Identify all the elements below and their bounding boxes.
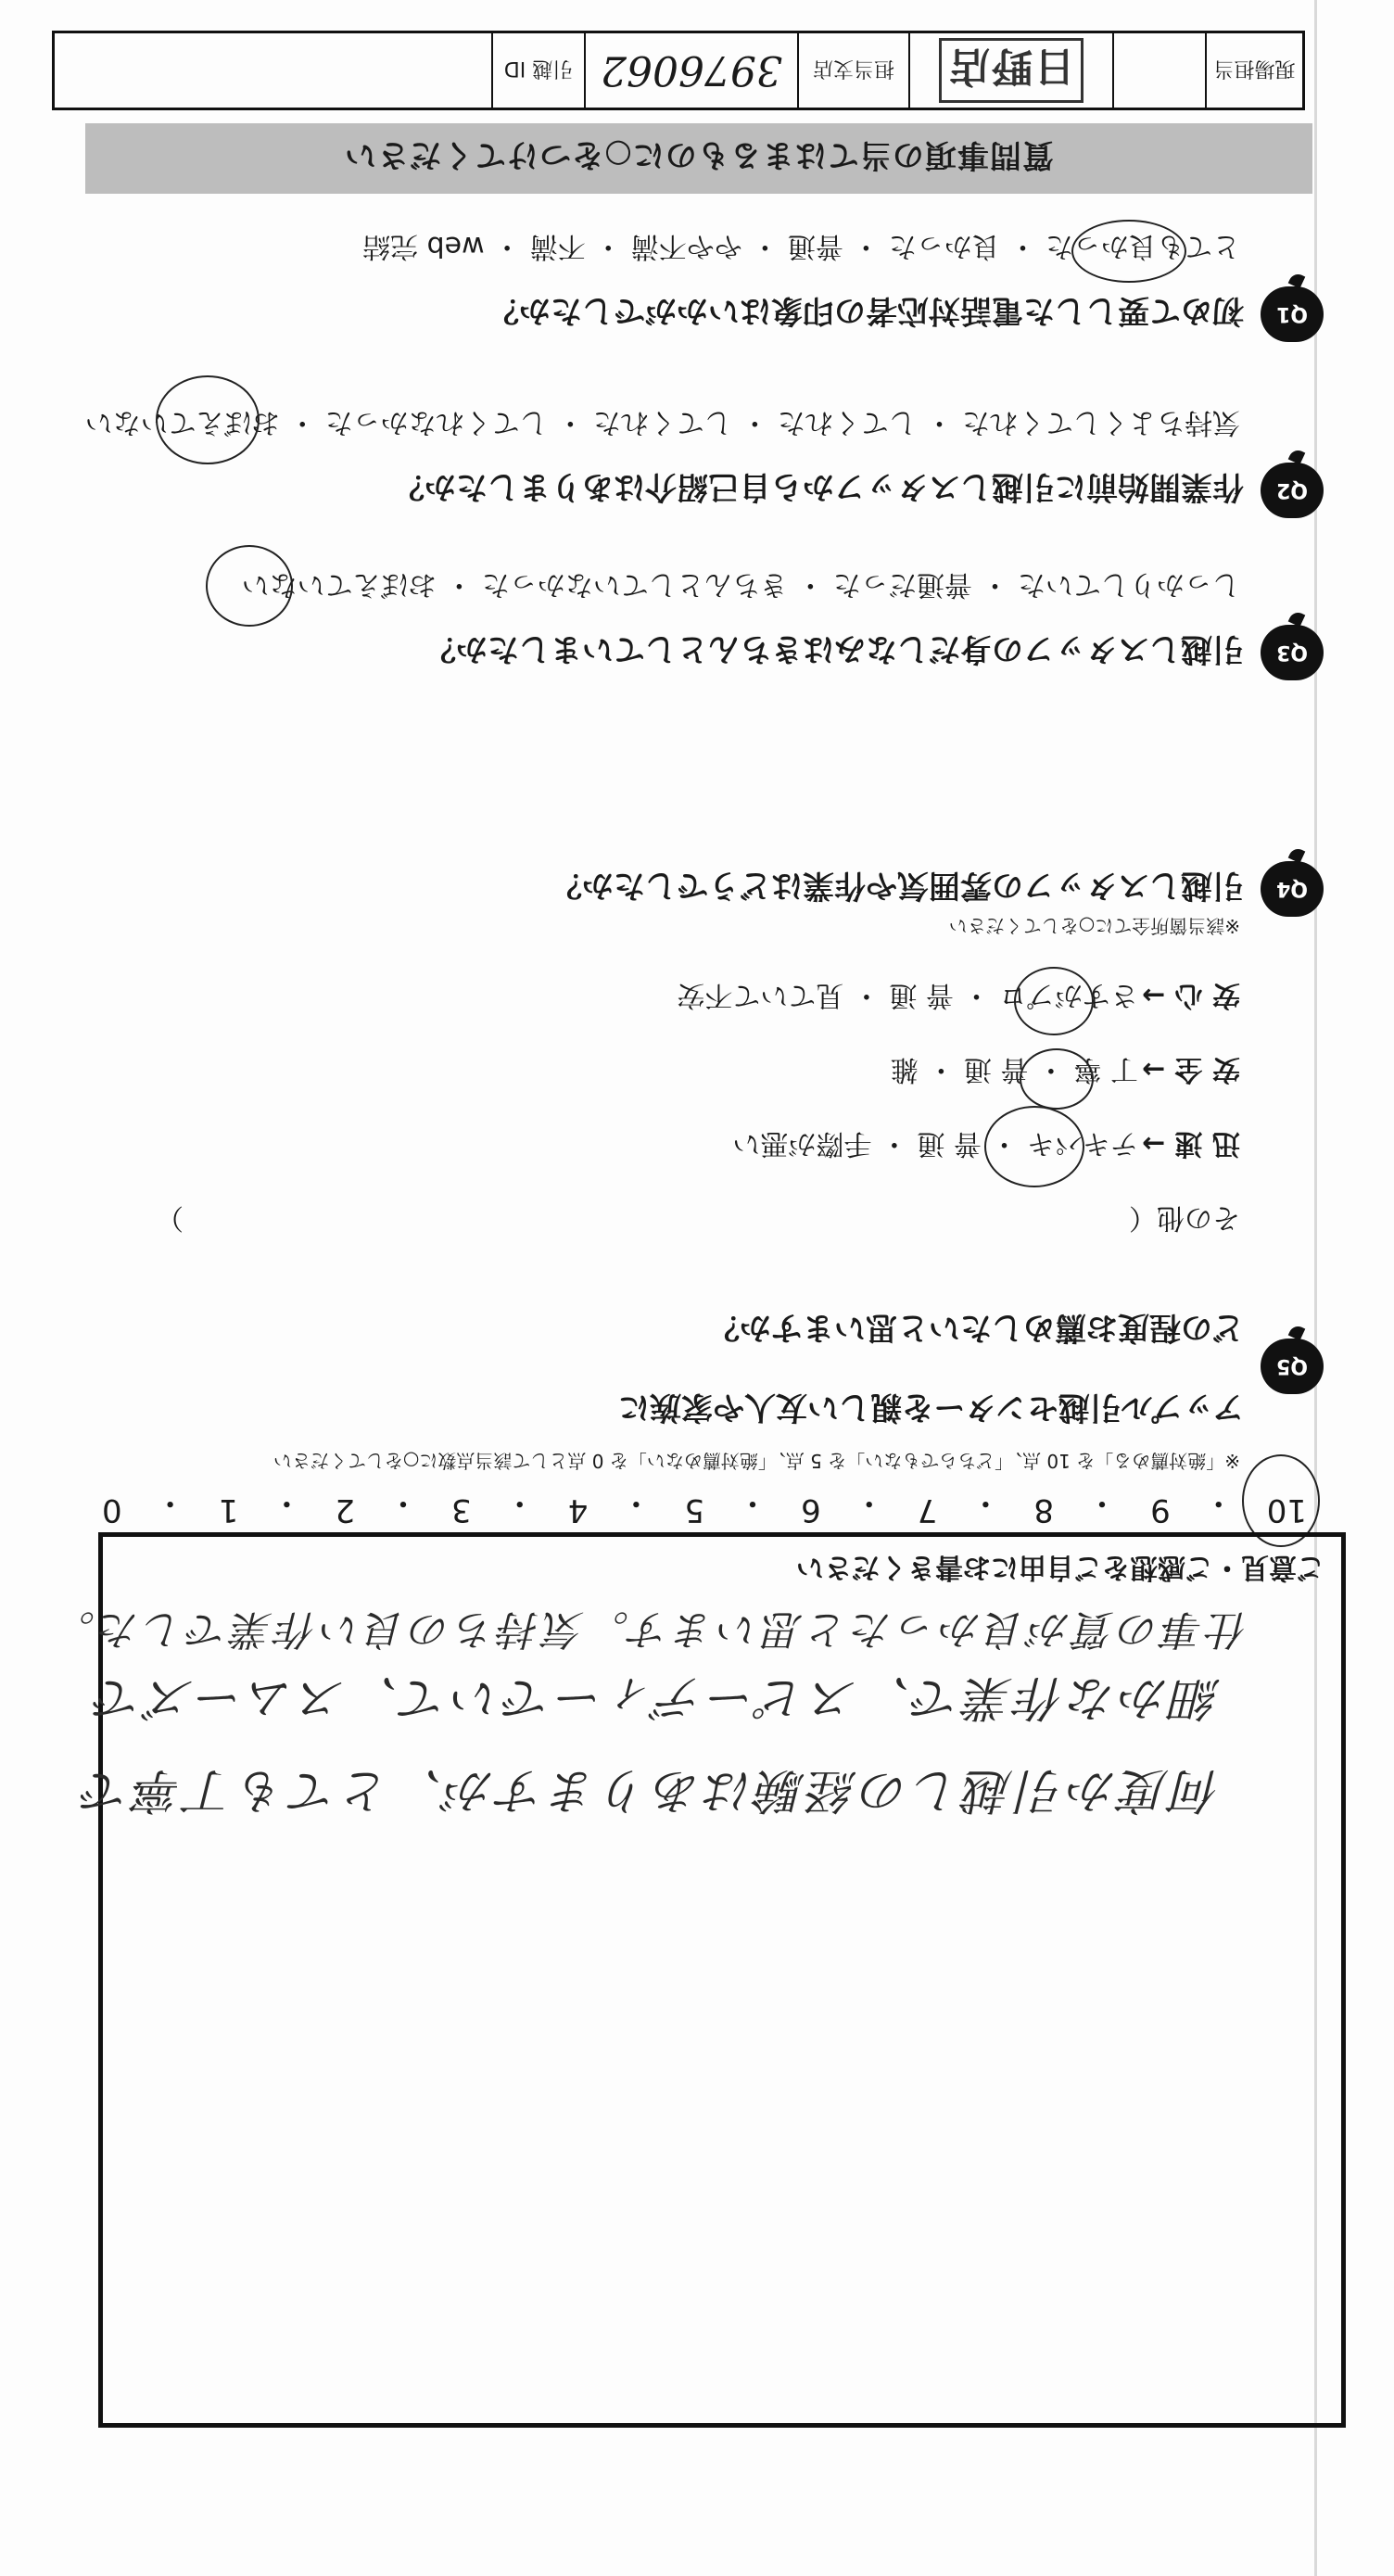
q4-note: ※該当箇所全てに○をしてください <box>948 915 1240 937</box>
score-sep: ・ <box>620 1484 653 1521</box>
score-sep: ・ <box>853 1484 885 1521</box>
id-blank-cell <box>55 33 491 108</box>
q4-row-anshin: 安 心 →さすがプロ ・ 普 通 ・ 見ていて不安 <box>677 979 1240 1011</box>
score-sep: ・ <box>271 1484 303 1521</box>
score-4: 4 <box>567 1491 589 1529</box>
instructions-text: 質問事項の当てはまるものに○をつけてください <box>344 136 1054 174</box>
score-sep: ・ <box>969 1484 1002 1521</box>
comment-title: ご意見・ご感想をご自由にお書きください <box>796 1551 1324 1583</box>
branch-stamp-cell <box>908 33 1112 108</box>
q1-answer-circle <box>1071 220 1186 283</box>
score-sep: ・ <box>737 1484 769 1521</box>
q4-anshin-circle <box>1014 967 1094 1035</box>
score-sep: ・ <box>503 1484 536 1521</box>
q4-row-anzen: 安 全 →丁 寧 ・ 普 通 ・ 雑 <box>890 1053 1240 1085</box>
score-10: 10 <box>1266 1491 1307 1529</box>
q2-badge: Q2 <box>1261 463 1324 518</box>
q3-options: しっかりしていた ・ 普通だった ・ きちんとしていなかった ・ おぼえていない <box>241 568 1240 601</box>
q1-text: 初めて要しした電話対応者の印象はいかがでしたか？ <box>488 292 1244 329</box>
score-2: 2 <box>335 1491 355 1529</box>
score-sep: ・ <box>1202 1484 1235 1521</box>
branch-label-cell: 担当支店 <box>797 33 908 108</box>
q2-answer-circle <box>156 375 260 464</box>
branch-stamp: 日野店 <box>939 38 1084 103</box>
handwritten-line-1: 何度か引越しの経験はありますが、とても丁寧で <box>78 1762 1221 1818</box>
id-table <box>52 31 1305 110</box>
q5-text2: どの程度お薦めしたいと思いますか？ <box>708 1309 1244 1346</box>
q3-text: 引越しスタッフの身だしなみはきちんとしていましたか？ <box>425 630 1244 667</box>
handwritten-line-2: 細かな作業で、スピーディーでいて、スムーズで <box>91 1669 1221 1725</box>
score-sep: ・ <box>387 1484 420 1521</box>
q4-text: 引越しスタッフの雰囲気や作業はどうでしたか？ <box>551 867 1244 904</box>
q3-badge: Q3 <box>1261 625 1324 680</box>
q5-note: ※「絶対薦める」を 10 点、「どちらでもない」を 5 点、「絶対薦めない」を 0 点として該当点数に○をしてください <box>272 1450 1240 1472</box>
q1-options: とても良かった ・ 良かった ・ 普通 ・ やや不満 ・ 不満 ・ web 完結 <box>362 230 1240 262</box>
q4-anzen-circle <box>1020 1048 1094 1110</box>
id-value-cell: 3976062 <box>584 33 797 108</box>
leader-label-cell: 現場担当 <box>1205 33 1302 108</box>
q5-text: アップル引越センターを親しい友人や家族に <box>618 1389 1244 1426</box>
q4-badge: Q4 <box>1261 861 1324 917</box>
q4-other: その他（ ） <box>156 1201 1240 1234</box>
score-0: 0 <box>102 1491 122 1529</box>
comment-box <box>50 1532 1346 2428</box>
q5-score-scale <box>102 1483 1307 1529</box>
score-6: 6 <box>801 1491 821 1529</box>
score-sep: ・ <box>154 1484 186 1521</box>
leader-signature-cell <box>1112 33 1205 108</box>
score-sep: ・ <box>1086 1484 1119 1521</box>
score-1: 1 <box>218 1491 239 1529</box>
q2-options: 気持ちよくしてくれた ・ してくれた ・ してくれた ・ してくれなかった ・ おぼえていない <box>84 406 1240 438</box>
score-3: 3 <box>451 1491 472 1529</box>
q5-badge: Q5 <box>1261 1339 1324 1394</box>
q2-text: 作業開始前に引越しスタッフから自己紹介はありましたか？ <box>393 468 1244 505</box>
score-7: 7 <box>917 1491 938 1529</box>
q1-badge: Q1 <box>1261 286 1324 342</box>
q3-answer-circle <box>206 545 293 627</box>
score-9: 9 <box>1150 1491 1171 1529</box>
q4-jinsoku-circle <box>984 1106 1084 1187</box>
q4-row-jinsoku: 迅 速 →テキパキ ・ 普 通 ・ 手際が悪い <box>732 1127 1240 1160</box>
handwritten-line-3: 仕事の質が良かったと思います。気持ちの良い作業でした。 <box>50 1605 1248 1653</box>
instructions-banner <box>85 123 1312 194</box>
score-8: 8 <box>1033 1491 1055 1529</box>
score-5: 5 <box>684 1491 705 1529</box>
id-label-cell: 引越 ID <box>491 33 584 108</box>
